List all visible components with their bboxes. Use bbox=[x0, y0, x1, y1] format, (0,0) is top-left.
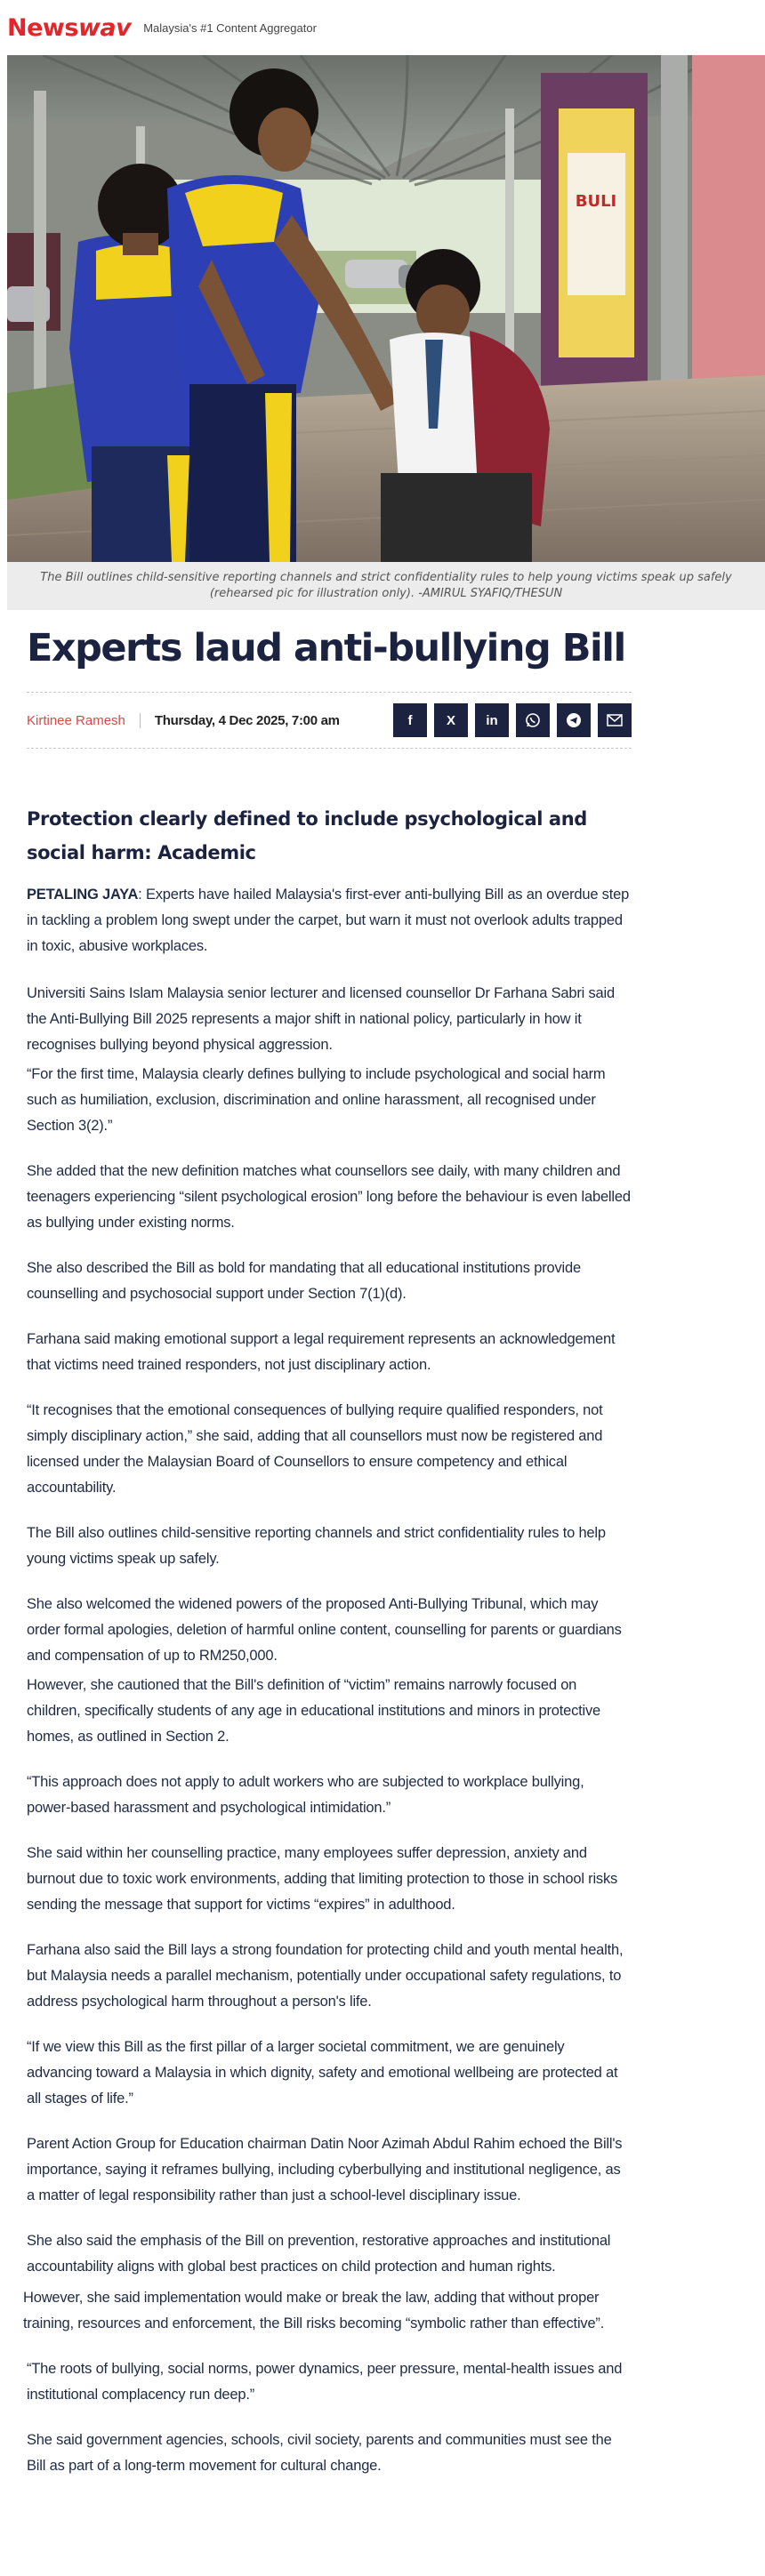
paragraph: Parent Action Group for Education chairman Datin Noor Azimah Abdul Rahim echoed the Bill's importance, saying it reframes bullying, including cyberbullying and institutional negligence, as a matter of legal responsibility rather than just a school-level disciplinary issue. bbox=[27, 2136, 623, 2203]
paragraph: “This approach does not apply to adult workers who are subjected to workplace bullying, power-based harassment and psychological intimidation.” bbox=[27, 1774, 584, 1816]
share-x-button[interactable] bbox=[434, 703, 468, 737]
article-subheadline: Protection clearly defined to include psychological and social harm: Academic bbox=[27, 808, 587, 863]
x-icon: X bbox=[446, 712, 455, 728]
paragraph: The Bill also outlines child-sensitive reporting channels and strict confidentiality rules to help young victims speak up safely. bbox=[27, 1525, 606, 1567]
paragraph: “It recognises that the emotional consequences of bullying require qualified responders, not simply disciplinary action,” she said, adding that all counsellors must now be registered and licensed under the Malaysian Board of Counsellors to ensure competency and ethical accountability. bbox=[27, 1402, 603, 1496]
hero-caption: The Bill outlines child-sensitive reporting channels and strict confidentiality rules to help young victims speak up safely (rehearsed pic for illustration only). -AMIRUL SYAFIQ/THESUN bbox=[7, 562, 765, 610]
linkedin-icon: in bbox=[486, 712, 498, 728]
email-icon bbox=[607, 714, 623, 726]
hero-image bbox=[7, 55, 765, 562]
author-link[interactable]: Kirtinee Ramesh bbox=[27, 713, 141, 728]
logo-wav: wav bbox=[77, 13, 132, 42]
logo-news: News bbox=[7, 13, 78, 42]
paragraph: Farhana also said the Bill lays a strong foundation for protecting child and youth mental health, but Malaysia needs a parallel mechanism, potentially under occupational safety regulations, to address psychological harm throughout a person's life. bbox=[27, 1942, 624, 2010]
banner-text: BULI bbox=[575, 192, 617, 211]
publish-date: Thursday, 4 Dec 2025, 7:00 am bbox=[154, 712, 340, 728]
paragraph: “The roots of bullying, social norms, power dynamics, peer pressure, mental-health issues and institutional complacency run deep.” bbox=[27, 2361, 623, 2403]
lead-text: : Experts have hailed Malaysia's first-ever anti-bullying Bill as an overdue step in tackling a problem long swept under the carpet, but warn it must not overlook adults trapped in toxic, abusive workplaces. bbox=[27, 887, 630, 954]
paragraph: “If we view this Bill as the first pillar of a larger societal commitment, we are genuinely advancing toward a Malaysia in which dignity, safety and emotional wellbeing are protected at all stages of life.” bbox=[27, 2039, 618, 2107]
whatsapp-icon bbox=[525, 712, 541, 728]
lead-paragraph bbox=[27, 882, 632, 959]
facebook-icon: f bbox=[407, 712, 413, 728]
paragraph: “For the first time, Malaysia clearly defines bullying to include psychological and social harm such as humiliation, exclusion, discrimination and online harassment, all recognised under Section 3(2).” bbox=[27, 1066, 606, 1134]
article-body bbox=[23, 882, 632, 2479]
article-headline: Experts laud anti-bullying Bill bbox=[27, 626, 625, 670]
telegram-icon bbox=[566, 712, 582, 728]
paragraph: However, she cautioned that the Bill's definition of “victim” remains narrowly focused on children, specifically students of any age in educational institutions and minors in protective homes, as outlined in Section 2. bbox=[27, 1677, 601, 1745]
paragraph: Farhana said making emotional support a legal requirement represents an acknowledgement that victims need trained responders, not just disciplinary action. bbox=[27, 1331, 616, 1373]
paragraph: She also described the Bill as bold for mandating that all educational institutions provide counselling and psychosocial support under Section 7(1)(d). bbox=[27, 1260, 581, 1302]
hero-illustration bbox=[7, 55, 765, 562]
share-facebook-button[interactable] bbox=[393, 703, 427, 737]
dateline: PETALING JAYA bbox=[27, 887, 139, 903]
share-email-button[interactable] bbox=[598, 703, 632, 737]
site-logo[interactable] bbox=[7, 14, 131, 42]
paragraph: Universiti Sains Islam Malaysia senior lecturer and licensed counsellor Dr Farhana Sabri said the Anti-Bullying Bill 2025 represents a major shift in national policy, particularly in how it recognises bullying beyond physical aggression. bbox=[27, 985, 615, 1053]
share-telegram-button[interactable] bbox=[557, 703, 591, 737]
paragraph: She also welcomed the widened powers of the proposed Anti-Bullying Tribunal, which may order formal apologies, deletion of harmful online content, counselling for parents or guardians and compensation of up to RM250,000. bbox=[27, 1596, 622, 1664]
paragraph: However, she said implementation would make or break the law, adding that without proper training, resources and enforcement, the Bill risks becoming “symbolic rather than effective”. bbox=[23, 2290, 605, 2331]
site-tagline: Malaysia's #1 Content Aggregator bbox=[143, 20, 317, 35]
article-meta bbox=[27, 692, 632, 749]
paragraph: She said within her counselling practice, many employees suffer depression, anxiety and burnout due to toxic work environments, adding that limiting protection to those in school risks sending the message that support for victims “expires” in adulthood. bbox=[27, 1845, 618, 1913]
paragraph: She added that the new definition matches what counsellors see daily, with many children and teenagers experiencing “silent psychological erosion” long before the behaviour is even labelled as bullying under existing norms. bbox=[27, 1163, 631, 1231]
site-header bbox=[0, 0, 765, 55]
share-whatsapp-button[interactable] bbox=[516, 703, 550, 737]
share-linkedin-button[interactable] bbox=[475, 703, 509, 737]
share-bar bbox=[393, 703, 632, 737]
paragraph: She said government agencies, schools, civil society, parents and communities must see the Bill as part of a long-term movement for cultural change. bbox=[27, 2432, 612, 2474]
article bbox=[23, 624, 632, 2479]
paragraph: She also said the emphasis of the Bill on prevention, restorative approaches and institutional accountability aligns with global best practices on child protection and human rights. bbox=[27, 2233, 611, 2275]
